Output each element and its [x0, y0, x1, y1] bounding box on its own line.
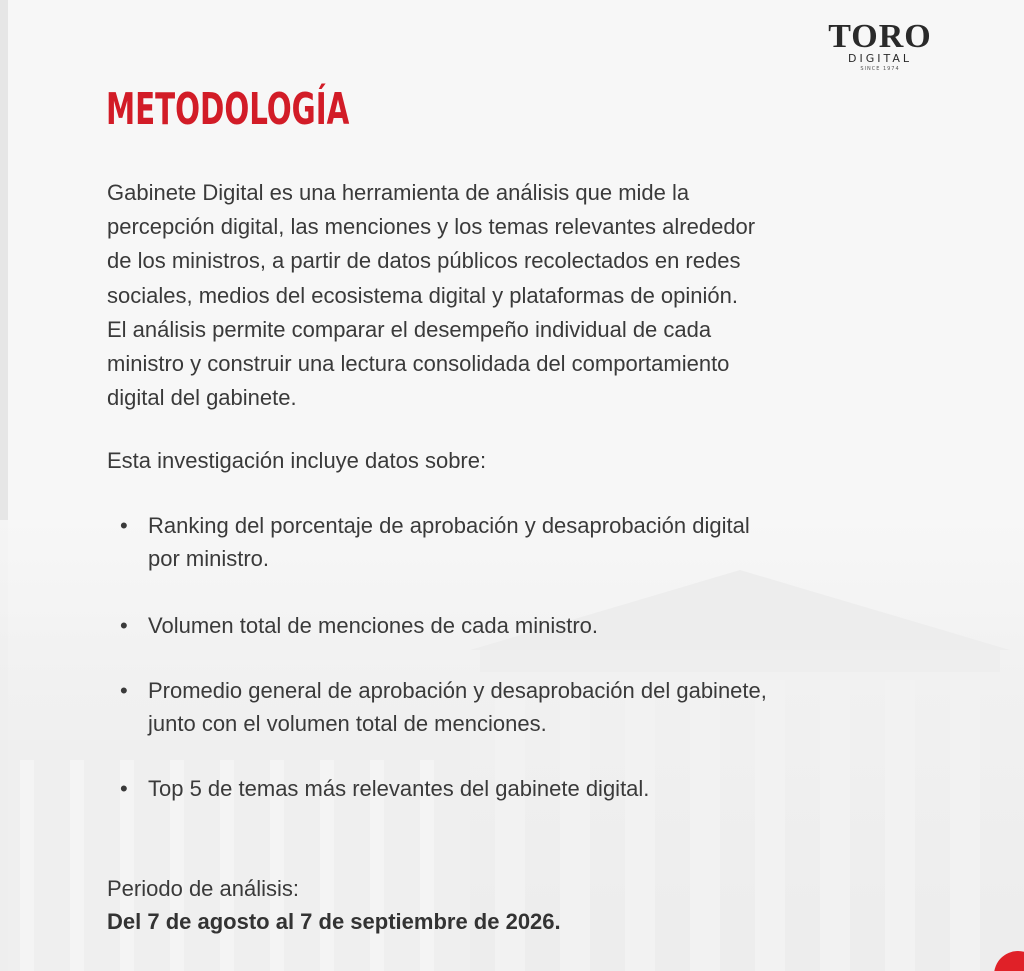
bullet-icon: •	[120, 678, 128, 703]
list-item-line: por ministro.	[148, 546, 270, 571]
list-item-text	[148, 674, 938, 740]
period-label: Periodo de análisis:	[107, 876, 300, 901]
bullet-icon: •	[120, 613, 128, 638]
includes-label: Esta investigación incluye datos sobre:	[107, 448, 487, 473]
bullet-icon: •	[120, 776, 128, 801]
intro-line: percepción digital, las menciones y los temas relevantes alrededor	[107, 214, 756, 240]
bullet-icon: •	[120, 513, 128, 538]
list-item-line: Volumen total de menciones de cada ministro.	[148, 613, 599, 638]
logo-since-text: SINCE 1974	[860, 66, 900, 72]
list-item-text	[148, 509, 938, 575]
intro-line: digital del gabinete.	[107, 385, 297, 411]
page-title: METODOLOGÍA	[106, 84, 350, 135]
intro-line: ministro y construir una lectura consolidada del comportamiento	[107, 351, 730, 377]
list-item-line: Ranking del porcentaje de aprobación y desaprobación digital	[148, 513, 750, 538]
list-item-text	[148, 609, 938, 642]
list-item-line: Promedio general de aprobación y desaprobación del gabinete,	[148, 678, 767, 703]
intro-line: sociales, medios del ecosistema digital y plataformas de opinión.	[107, 282, 738, 308]
intro-line: de los ministros, a partir de datos públicos recolectados en redes	[107, 248, 741, 274]
list-item-text	[148, 772, 938, 805]
period-value: Del 7 de agosto al 7 de septiembre de 2026.	[107, 909, 561, 934]
intro-line: El análisis permite comparar el desempeño individual de cada	[107, 316, 712, 342]
list-item-line: junto con el volumen total de menciones.	[148, 711, 547, 736]
list-item-line: Top 5 de temas más relevantes del gabinete digital.	[148, 776, 650, 801]
logo-wordmark: TORO	[828, 18, 932, 55]
logo-subtitle: DIGITAL	[847, 52, 912, 65]
intro-line: Gabinete Digital es una herramienta de análisis que mide la	[107, 180, 690, 205]
